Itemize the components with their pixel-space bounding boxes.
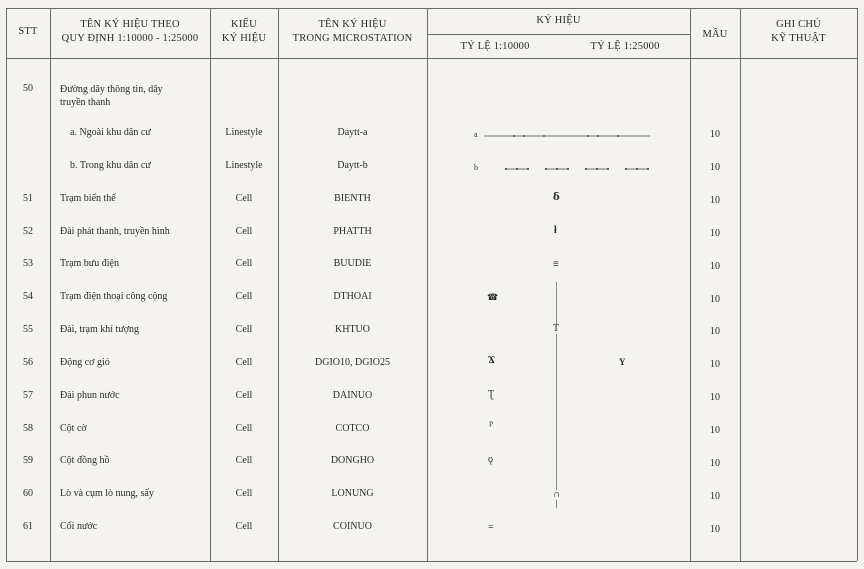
row-55-mau: 10	[710, 326, 720, 337]
row-50b-type: Linestyle	[225, 160, 263, 171]
row-53-ms: BUUDIE	[333, 258, 372, 269]
col-border-right	[857, 8, 858, 561]
header-scale-25000	[570, 40, 680, 54]
col-border-name	[210, 8, 211, 561]
row-59-type: Cell	[235, 455, 253, 466]
row-52-mau: 10	[710, 228, 720, 239]
row-57-mau: 10	[710, 392, 720, 403]
linestyle-b-symbol	[505, 166, 655, 172]
header-note-line1: GHI CHÚ	[776, 19, 821, 30]
header-note-line2: KỸ THUẬT	[771, 33, 826, 44]
row-52-ms: PHATTH	[333, 226, 372, 237]
linestyle-a-symbol	[484, 133, 650, 139]
row-57-ms: DAINUO	[332, 390, 373, 401]
col-border-stt	[50, 8, 51, 561]
row-58-stt: 58	[23, 423, 33, 434]
header-symbol-text: KÝ HIỆU	[536, 15, 581, 26]
row-59-name: Cột đồng hồ	[60, 455, 110, 466]
table-bottom-border	[6, 561, 857, 562]
row-57-stt: 57	[23, 390, 33, 401]
row-50a-ms: Daytt-a	[337, 127, 368, 138]
row-59-stt: 59	[23, 455, 33, 466]
header-ms-line2: TRONG MICROSTATION	[292, 33, 413, 44]
row-50a-mau: 10	[710, 129, 720, 140]
row-56-type: Cell	[235, 357, 253, 368]
row-58-type: Cell	[235, 423, 253, 434]
col-border-type	[278, 8, 279, 561]
row-52-type: Cell	[235, 226, 253, 237]
row-55-stt: 55	[23, 324, 33, 335]
symbol-axis-line	[556, 282, 557, 508]
row-51-stt: 51	[23, 193, 33, 204]
row-53-stt: 53	[23, 258, 33, 269]
row-54-type: Cell	[235, 291, 253, 302]
row-52-name: Đài phát thanh, truyền hình	[60, 226, 170, 237]
row-58-name: Cột cờ	[60, 423, 87, 434]
row-55-type: Cell	[235, 324, 253, 335]
header-name	[50, 18, 210, 46]
row-53-mau: 10	[710, 261, 720, 272]
row-50a-name: a. Ngoài khu dân cư	[70, 127, 151, 138]
row-50b-ms: Daytt-b	[337, 160, 368, 171]
post-office-icon: ≡	[553, 259, 559, 270]
row-51-mau: 10	[710, 195, 720, 206]
flag-pole-icon: ᴾ	[489, 419, 493, 433]
row-61-mau: 10	[710, 524, 720, 535]
row-51-ms: BIENTH	[334, 193, 371, 204]
row-58-mau: 10	[710, 425, 720, 436]
row-53-name: Trạm bưu điện	[60, 258, 119, 269]
row-59-ms: DONGHO	[330, 455, 375, 466]
header-name-line2: QUY ĐỊNH 1:10000 - 1:25000	[61, 33, 199, 44]
row-60-type: Cell	[235, 488, 253, 499]
row-61-name: Cối nước	[60, 521, 98, 532]
row-51-name: Trạm biến thế	[60, 193, 116, 204]
header-stt-text: STT	[18, 26, 38, 37]
symbol-header-divider	[427, 34, 690, 35]
row-60-name: Lò và cụm lò nung, sấy	[60, 488, 154, 499]
row-54-stt: 54	[23, 291, 33, 302]
row-60-ms: LONUNG	[331, 488, 374, 499]
row-61-stt: 61	[23, 521, 33, 532]
row-61-type: Cell	[235, 521, 253, 532]
row-60-stt: 60	[23, 488, 33, 499]
row-59-mau: 10	[710, 458, 720, 469]
row-54-name: Trạm điện thoại công cộng	[60, 291, 168, 302]
row-60-mau: 10	[710, 491, 720, 502]
water-mill-icon: =	[488, 522, 494, 533]
weather-station-icon: T	[553, 323, 560, 334]
row-50b-name: b. Trong khu dân cư	[70, 160, 151, 171]
header-name-line1: TÊN KÝ HIỆU THEO	[80, 19, 180, 30]
table-top-border	[6, 8, 857, 9]
row-50a-type: Linestyle	[225, 127, 263, 138]
row-50-name	[60, 83, 163, 109]
transformer-station-icon: ẟ	[553, 192, 560, 203]
fountain-icon: Ʈ	[488, 389, 495, 400]
header-scale-25000-text: TỶ LỆ 1:25000	[590, 41, 660, 52]
wind-engine-icon-25000: Y	[619, 357, 626, 367]
row-56-ms: DGIO10, DGIO25	[315, 357, 390, 368]
row-55-name: Đài, trạm khí tượng	[60, 324, 140, 335]
header-mau-text: MẦU	[702, 29, 728, 40]
header-type	[210, 18, 278, 46]
row-50-stt: 50	[23, 83, 33, 94]
clock-tower-icon: ǫ	[488, 454, 493, 465]
row-50b-mau: 10	[710, 162, 720, 173]
row-52-stt: 52	[23, 226, 33, 237]
header-type-line2: KÝ HIỆU	[221, 33, 267, 44]
linestyle-b-label: b	[474, 163, 478, 172]
row-54-mau: 10	[710, 294, 720, 305]
header-scale-10000	[440, 40, 550, 54]
row-51-type: Cell	[235, 193, 253, 204]
kiln-icon: ∩	[553, 489, 561, 500]
row-56-mau: 10	[710, 359, 720, 370]
col-border-mau	[740, 8, 741, 561]
header-stt	[6, 25, 50, 39]
broadcast-tower-icon: ł	[554, 225, 557, 236]
row-57-name: Đài phun nước	[60, 390, 120, 401]
header-bottom-border	[6, 58, 857, 59]
row-50-name-line1: Đường dây thông tin, dây	[60, 84, 163, 95]
wind-engine-icon-10000: Ϫ	[488, 355, 495, 366]
phone-icon: ☎	[487, 292, 499, 302]
header-ms-line1: TÊN KÝ HIỆU	[318, 19, 387, 30]
row-57-type: Cell	[235, 390, 253, 401]
row-50-name-line2: truyền thanh	[60, 97, 111, 108]
header-ms	[278, 18, 427, 46]
row-56-name: Động cơ gió	[60, 357, 110, 368]
col-border-ms	[427, 8, 428, 561]
row-55-ms: KHTUO	[335, 324, 370, 335]
row-61-ms: COINUO	[333, 521, 372, 532]
header-scale-10000-text: TỶ LỆ 1:10000	[460, 41, 530, 52]
header-type-line1: KIỂU	[231, 19, 257, 30]
header-note	[740, 18, 857, 46]
row-56-stt: 56	[23, 357, 33, 368]
col-border-symbol	[690, 8, 691, 561]
row-54-ms: DTHOAI	[333, 291, 372, 302]
header-mau	[690, 28, 740, 42]
linestyle-a-label: a	[474, 130, 478, 139]
row-58-ms: COTCO	[335, 423, 370, 434]
header-symbol	[427, 14, 690, 28]
row-53-type: Cell	[235, 258, 253, 269]
